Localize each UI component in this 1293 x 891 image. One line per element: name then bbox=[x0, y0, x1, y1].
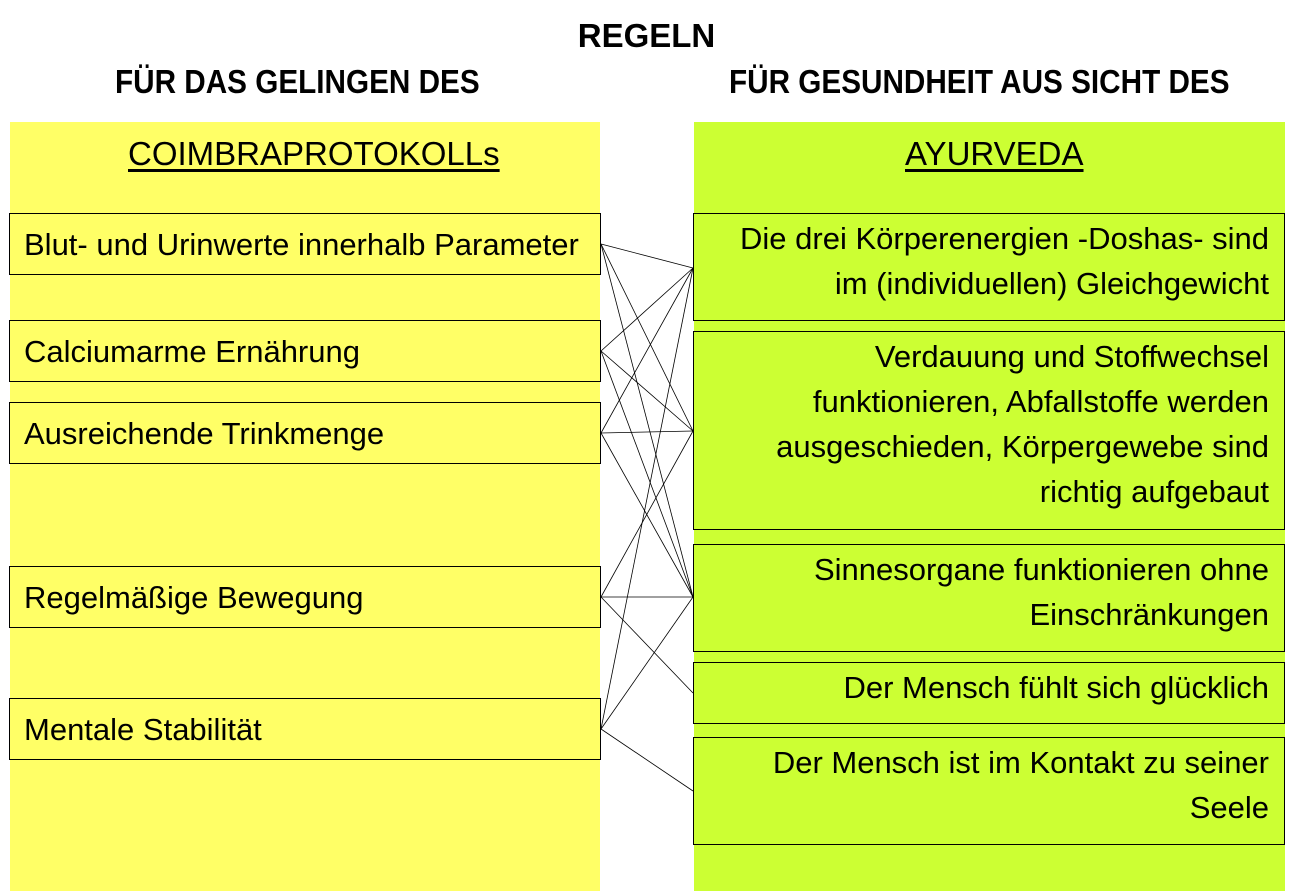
connector-line bbox=[601, 244, 693, 431]
connector-line bbox=[601, 268, 693, 729]
left-item-label: Regelmäßige Bewegung bbox=[24, 579, 364, 615]
right-item-label: Verdauung und Stoffwechsel funktionieren, Abfallstoffe werden ausgeschieden, Körpergewebe sind richtig aufgebaut bbox=[776, 339, 1269, 509]
connector-line bbox=[601, 597, 693, 693]
right-item-label: Der Mensch fühlt sich glücklich bbox=[843, 670, 1269, 705]
connector-line bbox=[601, 431, 693, 597]
right-item-digestion bbox=[693, 331, 1285, 530]
left-item-label: Calciumarme Ernährung bbox=[24, 333, 360, 369]
diagram-title: REGELN bbox=[577, 17, 716, 54]
connector-line bbox=[601, 433, 693, 597]
right-item-label: Sinnesorgane funktionieren ohne Einschränkungen bbox=[813, 552, 1269, 632]
right-column-title: AYURVEDA bbox=[905, 135, 1084, 172]
left-item-mental-stability bbox=[9, 698, 601, 760]
connector-line bbox=[601, 268, 693, 351]
left-item-label: Mentale Stabilität bbox=[24, 711, 262, 747]
left-item-calcium-diet bbox=[9, 320, 601, 382]
right-item-label: Der Mensch ist im Kontakt zu seiner Seele bbox=[772, 745, 1269, 825]
right-item-sense-organs bbox=[693, 544, 1285, 652]
left-item-blood-urine bbox=[9, 213, 601, 275]
right-subtitle: FÜR GESUNDHEIT AUS SICHT DES bbox=[729, 63, 1230, 100]
right-item-soul-contact bbox=[693, 737, 1285, 845]
right-item-happiness bbox=[693, 662, 1285, 724]
connector-line bbox=[601, 244, 693, 597]
right-item-doshas bbox=[693, 213, 1285, 321]
left-item-exercise bbox=[9, 566, 601, 628]
connector-line bbox=[601, 351, 693, 431]
connector-line bbox=[601, 729, 693, 791]
connector-line bbox=[601, 431, 693, 433]
connector-line bbox=[601, 597, 693, 729]
connector-line bbox=[601, 244, 693, 268]
connector-line bbox=[601, 351, 693, 597]
right-item-label: Die drei Körperenergien -Doshas- sind im (individuellen) Gleichgewicht bbox=[740, 221, 1269, 301]
left-item-label: Blut- und Urinwerte innerhalb Parameter bbox=[24, 226, 579, 262]
left-subtitle: FÜR DAS GELINGEN DES bbox=[115, 63, 480, 100]
connector-line bbox=[601, 268, 693, 433]
left-item-label: Ausreichende Trinkmenge bbox=[24, 415, 385, 451]
left-item-fluid-intake bbox=[9, 402, 601, 464]
left-column-title: COIMBRAPROTOKOLLs bbox=[128, 135, 500, 172]
